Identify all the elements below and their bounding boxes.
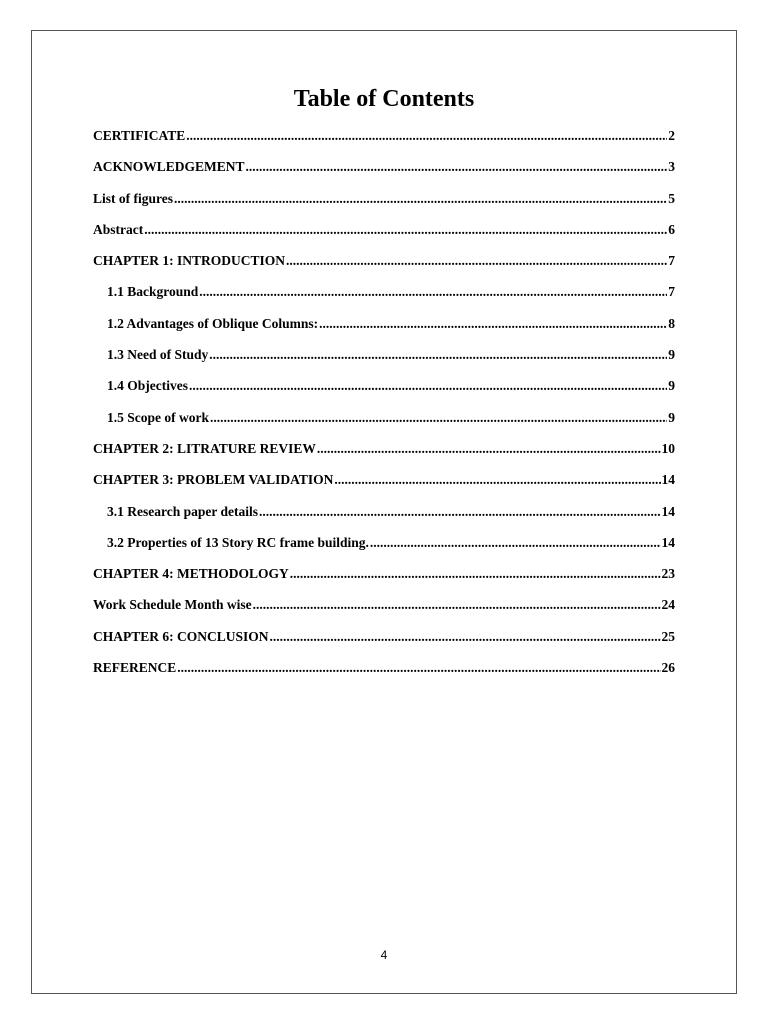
toc-leader-dots	[319, 316, 667, 332]
toc-leader-dots	[286, 253, 667, 269]
toc-entry-page: 23	[661, 566, 675, 582]
toc-entry-title: 1.3 Need of Study	[107, 347, 209, 363]
toc-entry[interactable]	[93, 535, 675, 566]
toc-entry-page: 6	[668, 221, 675, 237]
table-of-contents	[93, 128, 675, 691]
toc-entry-title: 1.5 Scope of work	[107, 409, 209, 425]
toc-entry[interactable]	[93, 629, 675, 660]
toc-entry-title: CHAPTER 2: LITRATURE REVIEW	[93, 440, 316, 456]
toc-entry-page: 7	[668, 253, 675, 269]
toc-entry-title: 1.4 Objectives	[107, 378, 188, 394]
toc-entry-page: 7	[668, 284, 675, 300]
toc-leader-dots	[370, 535, 661, 551]
toc-entry[interactable]	[93, 347, 675, 378]
toc-entry-title: 1.2 Advantages of Oblique Columns:	[107, 315, 319, 331]
toc-entry-title: CHAPTER 6: CONCLUSION	[93, 628, 269, 644]
toc-entry-title: REFERENCE	[93, 660, 177, 676]
toc-entry[interactable]	[93, 660, 675, 691]
toc-entry-title: 3.1 Research paper details	[107, 503, 258, 519]
toc-leader-dots	[317, 441, 661, 457]
toc-entry-title: CHAPTER 3: PROBLEM VALIDATION	[93, 472, 334, 488]
toc-entry[interactable]	[93, 253, 675, 284]
toc-entry[interactable]	[93, 191, 675, 222]
toc-entry[interactable]	[93, 472, 675, 503]
toc-leader-dots	[209, 347, 667, 363]
toc-entry-page: 10	[661, 440, 675, 456]
toc-entry[interactable]	[93, 128, 675, 159]
toc-leader-dots	[210, 410, 667, 426]
toc-leader-dots	[144, 222, 667, 238]
toc-entry-page: 8	[668, 315, 675, 331]
toc-entry[interactable]	[93, 284, 675, 315]
toc-entry-page: 26	[661, 660, 675, 676]
toc-entry-title: Work Schedule Month wise	[93, 597, 252, 613]
toc-entry-page: 14	[661, 534, 675, 550]
toc-entry[interactable]	[93, 441, 675, 472]
toc-entry-title: CERTIFICATE	[93, 128, 186, 143]
toc-entry[interactable]	[93, 378, 675, 409]
toc-entry[interactable]	[93, 597, 675, 628]
toc-entry-title: 3.2 Properties of 13 Story RC frame building.	[107, 534, 369, 550]
toc-entry[interactable]	[93, 159, 675, 190]
toc-entry[interactable]	[93, 316, 675, 347]
page-title: Table of Contents	[293, 86, 475, 112]
toc-entry-page: 25	[661, 628, 675, 644]
toc-entry-page: 24	[661, 597, 675, 613]
toc-leader-dots	[253, 597, 661, 613]
toc-leader-dots	[174, 191, 667, 207]
toc-entry[interactable]	[93, 410, 675, 441]
toc-leader-dots	[177, 660, 660, 676]
toc-entry-title: Abstract	[93, 221, 144, 237]
toc-entry[interactable]	[93, 566, 675, 597]
toc-leader-dots	[334, 472, 660, 488]
toc-leader-dots	[189, 378, 667, 394]
toc-entry-page: 2	[668, 128, 675, 143]
page-number: 4	[380, 948, 388, 962]
toc-entry-title: CHAPTER 1: INTRODUCTION	[93, 253, 286, 269]
toc-leader-dots	[199, 284, 667, 300]
toc-entry-title: ACKNOWLEDGEMENT	[93, 159, 245, 175]
toc-entry-page: 5	[668, 190, 675, 206]
toc-leader-dots	[259, 504, 661, 520]
toc-leader-dots	[246, 159, 668, 175]
toc-entry-page: 3	[668, 159, 675, 175]
toc-entry[interactable]	[93, 504, 675, 535]
toc-entry-page: 9	[668, 409, 675, 425]
toc-entry-title: 1.1 Background	[107, 284, 199, 300]
toc-entry-page: 14	[661, 472, 675, 488]
toc-entry-title: List of figures	[93, 190, 173, 206]
toc-leader-dots	[290, 566, 661, 582]
toc-entry-title: CHAPTER 4: METHODOLOGY	[93, 566, 289, 582]
toc-leader-dots	[270, 629, 661, 645]
toc-leader-dots	[186, 128, 667, 144]
toc-entry-page: 9	[668, 378, 675, 394]
toc-entry-page: 14	[661, 503, 675, 519]
toc-entry[interactable]	[93, 222, 675, 253]
toc-entry-page: 9	[668, 347, 675, 363]
